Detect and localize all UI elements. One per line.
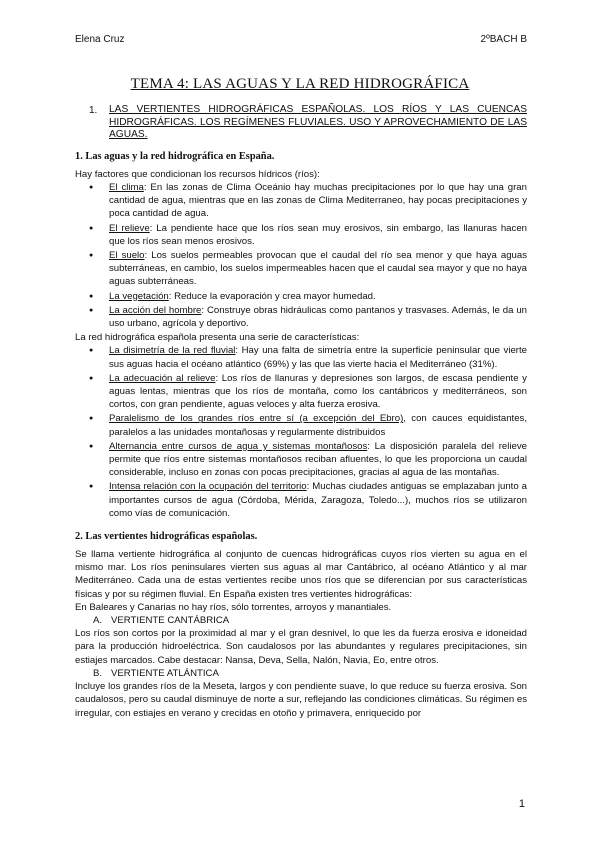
header-author: Elena Cruz [75,34,125,45]
feature-text: : Hay una falta de simetría entre la superficie peninsular que vierte sus aguas hacia el océano atlántico (69%) y las que las vierte hacia el Mediterráneo (31%). [109,345,527,370]
subsection-a-title [75,614,527,627]
list-item [75,181,527,221]
list-item [75,372,527,412]
list-item [75,222,527,248]
section1-intro: Hay factores que condicionan los recursos hídricos (ríos): [75,168,320,180]
factor-text: : Los suelos permeables provocan que el caudal del río sea menor y que haya aguas subterráneas, en cambio, los suelos impermeables hacen que el caudal sea mayor y que no haya aguas subterráneas. [109,250,527,288]
feature-term: La adecuación al relieve [109,372,216,384]
feature-text: : Muchas ciudades antiguas se emplazaban junto a importantes cursos de agua (Córdoba, Mérida, Zaragoza, Toledo...), muchos ríos se utilizaron como vías de comunicación. [109,481,527,519]
subsection-b-letter: B. [93,667,103,679]
subsection-a-letter: A. [93,615,103,627]
feature-term: Paralelismo de los grandes ríos entre sí (a excepción del Ebro) [109,413,404,425]
list-item [75,440,527,480]
factors-list [75,181,527,330]
feature-term: La disimetría de la red fluvial [109,345,236,357]
subsection-a-text: Los ríos son cortos por la proximidad al mar y el gran desnivel, lo que les da fuerza erosiva e idoneidad para la producción hidroeléctrica. Son caudalosos por las abundantes y regulares precipitaciones, sin estiajes marcados. Cabe destacar: Nansa, Deva, Sella, Nalón, Navia, Eo, entre otros. [75,628,527,666]
section1-intro2: La red hidrográfica española presenta una serie de características: [75,332,360,344]
list-item [75,304,527,330]
feature-text: : Los ríos de llanuras y depresiones son largos, de escasa pendiente y aguas lentas, mientras que los ríos de montaña, como los cantábricos y mediterráneos, son cortos, con gran pendiente, aguas veloces y alta fuerza erosiva. [109,372,527,411]
outline-number: 1. [89,105,98,116]
outline-item [89,104,527,142]
subsection-a-label: VERTIENTE CANTÁBRICA [111,615,230,627]
document-body [75,104,527,720]
list-item [75,344,527,370]
factor-term: El clima [109,181,144,193]
header-course: 2ºBACH B [480,34,527,45]
section2-heading: 2. Las vertientes hidrográficas españolas. [75,531,258,543]
feature-text: , con cauces equidistantes, paralelos a las unidades montañosas y regularmente distribuidos [109,413,527,438]
factor-term: El suelo [109,250,145,261]
feature-term: Intensa relación con la ocupación del territorio [109,481,307,493]
factor-term: El relieve [109,222,150,234]
section2-para1: Se llama vertiente hidrográfica al conjunto de cuencas hidrográficas cuyos ríos vierten su agua en el mismo mar. Los ríos peninsulares vierten sus aguas al mar Cantábrico, al océano Atlántico y al mar Mediterráneo. Cada una de estas vertientes recibe unos ríos que se diferencian por sus características físicas y por su régimen fluvial. En España existen tres vertientes hidrográficas: [75,549,527,600]
page-title: TEMA 4: LAS AGUAS Y LA RED HIDROGRÁFICA [130,76,470,92]
factor-text: : Construye obras hidráulicas como pantanos y trasvases. Además, le da un uso urbano, agrícola y deportivo. [109,304,527,330]
list-item [75,249,527,289]
outline-text: LAS VERTIENTES HIDROGRÁFICAS ESPAÑOLAS. LOS RÍOS Y LAS CUENCAS HIDROGRÁFICAS. LOS REGÍMENES FLUVIALES. USO Y APROVECHAMIENTO DE LAS AGUAS. [109,104,527,141]
section2-para2: En Baleares y Canarias no hay ríos, sólo torrentes, arroyos y manantiales. [75,601,392,613]
list-item [75,412,527,438]
features-list [75,344,527,520]
subsection-b-label: VERTIENTE ATLÁNTICA [111,667,219,679]
section1-heading: 1. Las aguas y la red hidrográfica en España. [75,150,275,162]
subsection-b-text: Incluye los grandes ríos de la Meseta, largos y con pendiente suave, lo que reduce su fuerza erosiva. Son caudalosos, pero su caudal disminuye de norte a sur, reflejando las condiciones climáticas. Su régimen es irregular, con estiajes en verano y crecidas en otoño y primavera, enriquecido por [75,681,527,719]
page-number: 1 [518,798,525,810]
list-item [75,480,527,520]
factor-term: La acción del hombre [109,304,202,316]
factor-term: La vegetación [109,290,169,302]
factor-text: : Reduce la evaporación y crea mayor humedad. [168,290,376,302]
feature-text: : La disposición paralela del relieve permite que ríos entre sistemas montañosos reciban afluentes, lo que les proporciona un caudal considerable, incluso en zonas con pocas precipitaciones, gracias al agua de las montañas. [109,440,527,479]
feature-term: Alternancia entre cursos de agua y sistemas montañosos [109,440,368,452]
subsection-b-title [75,667,527,680]
list-item [75,290,527,303]
factor-text: : En las zonas de Clima Oceánio hay muchas precipitaciones por lo que hay una gran cantidad de agua, mientras que en las zonas de Clima Mediterraneo, hay pocas precipitaciones y poca cantidad de agua. [109,181,527,220]
factor-text: : La pendiente hace que los ríos sean muy erosivos, sin embargo, las llanuras hacen que los ríos sean menos erosivos. [109,222,527,247]
